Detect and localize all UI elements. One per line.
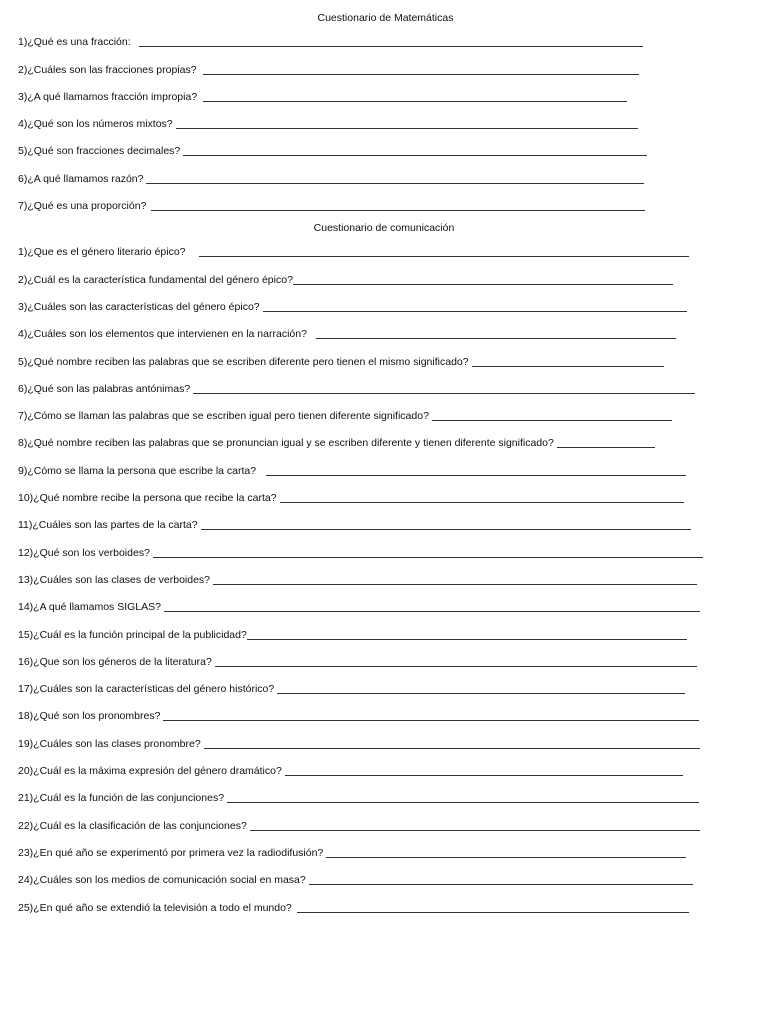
answer-line[interactable] <box>266 475 686 476</box>
question-text: 20)¿Cuál es la máxima expresión del género dramático? <box>18 765 282 778</box>
question-text: 5)¿Qué son fracciones decimales? <box>18 145 181 158</box>
question-text: 18)¿Qué son los pronombres? <box>18 710 161 723</box>
question-text: 3)¿A qué llamamos fracción impropia? <box>18 90 198 103</box>
communication-question <box>18 235 768 262</box>
question-text: 23)¿En qué año se experimentó por primera vez la radiodifusión? <box>18 846 324 859</box>
question-text: 16)¿Que son los géneros de la literatura? <box>18 655 212 668</box>
answer-line[interactable] <box>204 748 700 749</box>
answer-line[interactable] <box>153 557 703 558</box>
answer-line[interactable] <box>309 884 693 885</box>
answer-line[interactable] <box>203 101 627 102</box>
question-text: 24)¿Cuáles son los medios de comunicación social en masa? <box>18 874 306 887</box>
communication-question <box>18 563 768 590</box>
question-text: 25)¿En qué año se extendió la televisión a todo el mundo? <box>18 901 292 914</box>
question-text: 6)¿A qué llamamos razón? <box>18 172 144 185</box>
communication-question <box>18 372 768 399</box>
communication-question <box>18 726 768 753</box>
math-question <box>18 52 768 79</box>
math-question-list <box>0 25 768 216</box>
communication-question <box>18 672 768 699</box>
communication-question <box>18 317 768 344</box>
question-text: 13)¿Cuáles son las clases de verboides? <box>18 573 211 586</box>
communication-question <box>18 836 768 863</box>
communication-question <box>18 426 768 453</box>
question-text: 4)¿Cuáles son los elementos que intervienen en la narración? <box>18 328 307 341</box>
question-text: 19)¿Cuáles son las clases pronombre? <box>18 737 201 750</box>
communication-question <box>18 699 768 726</box>
question-text: 12)¿Qué son los verboides? <box>18 546 150 559</box>
answer-line[interactable] <box>201 529 691 530</box>
question-text: 4)¿Qué son los números mixtos? <box>18 118 173 131</box>
answer-line[interactable] <box>193 393 695 394</box>
answer-line[interactable] <box>139 46 643 47</box>
question-text: 15)¿Cuál es la función principal de la publicidad? <box>18 628 247 641</box>
communication-question <box>18 290 768 317</box>
answer-line[interactable] <box>151 210 645 211</box>
question-text: 22)¿Cuál es la clasificación de las conjunciones? <box>18 819 247 832</box>
communication-question <box>18 590 768 617</box>
communication-question <box>18 781 768 808</box>
question-text: 7)¿Qué es una proporción? <box>18 200 147 213</box>
question-text: 8)¿Qué nombre reciben las palabras que se pronuncian igual y se escriben diferente y tienen diferente significado? <box>18 437 554 450</box>
math-quiz-title: Cuestionario de Matemáticas <box>317 12 454 24</box>
answer-line[interactable] <box>164 611 700 612</box>
math-question <box>18 161 768 188</box>
answer-line[interactable] <box>146 183 644 184</box>
answer-line[interactable] <box>176 128 638 129</box>
answer-line[interactable] <box>297 912 689 913</box>
communication-question <box>18 645 768 672</box>
communication-question <box>18 481 768 508</box>
answer-line[interactable] <box>215 666 697 667</box>
question-text: 3)¿Cuáles son las características del género épico? <box>18 300 260 313</box>
communication-question <box>18 535 768 562</box>
question-text: 9)¿Cómo se llama la persona que escribe la carta? <box>18 464 257 477</box>
answer-line[interactable] <box>293 284 673 285</box>
answer-line[interactable] <box>227 802 699 803</box>
communication-question <box>18 508 768 535</box>
question-text: 21)¿Cuál es la función de las conjunciones? <box>18 792 225 805</box>
question-text: 17)¿Cuáles son la características del género histórico? <box>18 683 275 696</box>
answer-line[interactable] <box>277 693 685 694</box>
question-text: 2)¿Cuál es la característica fundamental del género épico? <box>18 273 293 286</box>
communication-question <box>18 808 768 835</box>
question-text: 14)¿A qué llamamos SIGLAS? <box>18 601 161 614</box>
math-question <box>18 189 768 216</box>
communication-question-list <box>0 235 768 917</box>
communication-question <box>18 863 768 890</box>
answer-line[interactable] <box>263 311 687 312</box>
question-text: 10)¿Qué nombre recibe la persona que recibe la carta? <box>18 492 277 505</box>
math-question <box>18 134 768 161</box>
question-text: 11)¿Cuáles son las partes de la carta? <box>18 519 198 532</box>
math-question <box>18 80 768 107</box>
answer-line[interactable] <box>326 857 686 858</box>
communication-question <box>18 399 768 426</box>
math-question <box>18 25 768 52</box>
answer-line[interactable] <box>285 775 683 776</box>
communication-quiz-title: Cuestionario de comunicación <box>313 222 455 235</box>
answer-line[interactable] <box>213 584 697 585</box>
question-text: 6)¿Qué son las palabras antónimas? <box>18 382 191 395</box>
answer-line[interactable] <box>163 720 699 721</box>
communication-question <box>18 754 768 781</box>
question-text: 1)¿Que es el género literario épico? <box>18 246 186 259</box>
question-text: 1)¿Qué es una fracción: <box>18 36 131 49</box>
answer-line[interactable] <box>432 420 672 421</box>
question-text: 5)¿Qué nombre reciben las palabras que se escriben diferente pero tienen el mismo significado? <box>18 355 469 368</box>
question-text: 7)¿Cómo se llaman las palabras que se escriben igual pero tienen diferente significado? <box>18 410 429 423</box>
math-question <box>18 107 768 134</box>
communication-question <box>18 344 768 371</box>
communication-question <box>18 617 768 644</box>
answer-line[interactable] <box>199 256 689 257</box>
communication-question <box>18 453 768 480</box>
answer-line[interactable] <box>250 830 700 831</box>
answer-line[interactable] <box>183 155 647 156</box>
communication-question <box>18 262 768 289</box>
answer-line[interactable] <box>557 447 655 448</box>
question-text: 2)¿Cuáles son las fracciones propias? <box>18 63 197 76</box>
answer-line[interactable] <box>472 366 664 367</box>
communication-question <box>18 890 768 917</box>
answer-line[interactable] <box>247 639 687 640</box>
answer-line[interactable] <box>316 338 676 339</box>
answer-line[interactable] <box>203 74 639 75</box>
answer-line[interactable] <box>280 502 684 503</box>
